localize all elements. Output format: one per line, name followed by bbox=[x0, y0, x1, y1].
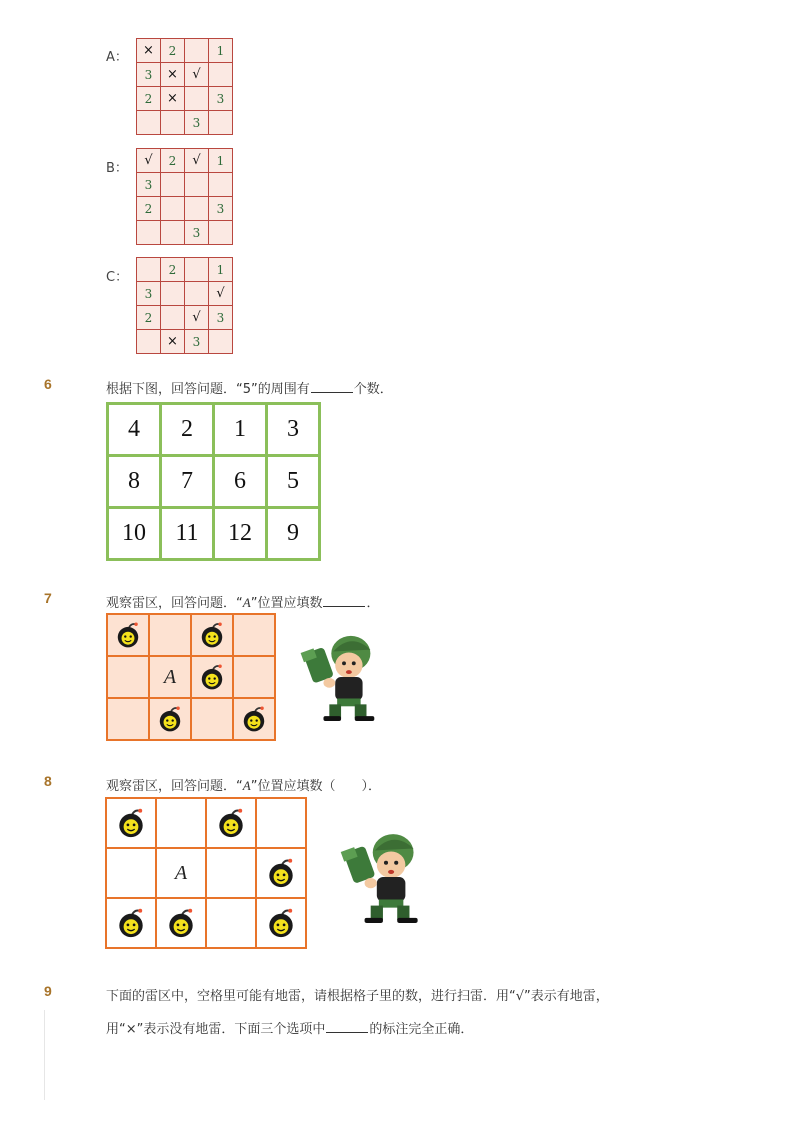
grid-cell bbox=[137, 111, 161, 135]
bomb-icon bbox=[114, 622, 142, 648]
mine-cell bbox=[149, 614, 191, 656]
grid-cell bbox=[185, 282, 209, 306]
minefield-grid-q7 bbox=[106, 613, 276, 741]
mine-cell bbox=[149, 656, 191, 698]
number-cell: 9 bbox=[267, 508, 320, 560]
answer-blank[interactable] bbox=[323, 594, 365, 607]
grid-cell: 1 bbox=[209, 149, 233, 173]
bomb-icon bbox=[198, 622, 226, 648]
number-grid bbox=[106, 402, 321, 561]
grid-cell: × bbox=[161, 87, 185, 111]
mine-cell bbox=[107, 656, 149, 698]
question-text: ． bbox=[366, 596, 380, 611]
grid-cell: 3 bbox=[137, 63, 161, 87]
grid-cell bbox=[209, 221, 233, 245]
grid-cell: 3 bbox=[209, 306, 233, 330]
grid-cell: 3 bbox=[137, 282, 161, 306]
grid-cell: × bbox=[161, 330, 185, 354]
question-text: ”位置应填数 bbox=[250, 596, 323, 611]
option-a-label: A： bbox=[106, 50, 128, 65]
grid-cell bbox=[209, 111, 233, 135]
target-letter: A bbox=[174, 861, 188, 884]
mine-cell bbox=[233, 698, 275, 740]
mine-cell bbox=[256, 798, 306, 848]
grid-cell bbox=[209, 63, 233, 87]
mine-cell bbox=[156, 898, 206, 948]
grid-cell: × bbox=[137, 39, 161, 63]
grid-cell bbox=[185, 258, 209, 282]
target-letter: A bbox=[163, 665, 177, 688]
mine-cell bbox=[156, 798, 206, 848]
question-text: 的标注完全正确． bbox=[369, 1022, 474, 1037]
grid-cell bbox=[137, 221, 161, 245]
mine-cell bbox=[107, 698, 149, 740]
answer-blank[interactable] bbox=[326, 1020, 368, 1033]
bomb-icon bbox=[265, 908, 297, 938]
grid-cell: × bbox=[161, 63, 185, 87]
number-cell: 5 bbox=[267, 456, 320, 508]
minefield-grid-q8 bbox=[105, 797, 307, 949]
question-6-number: 6 bbox=[44, 376, 52, 392]
number-cell: 4 bbox=[108, 404, 161, 456]
mine-cell bbox=[206, 898, 256, 948]
grid-cell bbox=[209, 173, 233, 197]
bomb-icon bbox=[215, 808, 247, 838]
number-cell: 8 bbox=[108, 456, 161, 508]
bomb-icon bbox=[115, 908, 147, 938]
question-text: 根据下图，回答问题．“5”的周围有 bbox=[106, 382, 310, 397]
grid-cell bbox=[209, 330, 233, 354]
question-8-text bbox=[106, 775, 381, 794]
grid-cell: 1 bbox=[209, 258, 233, 282]
letter-a: A bbox=[242, 778, 251, 793]
grid-cell bbox=[137, 258, 161, 282]
bomb-icon bbox=[115, 808, 147, 838]
grid-cell: 2 bbox=[161, 39, 185, 63]
mine-cell bbox=[256, 898, 306, 948]
margin-rule bbox=[44, 1010, 45, 1100]
number-cell: 6 bbox=[214, 456, 267, 508]
question-9-line2 bbox=[106, 1018, 473, 1037]
mine-cell bbox=[206, 798, 256, 848]
grid-cell bbox=[185, 87, 209, 111]
number-cell: 1 bbox=[214, 404, 267, 456]
number-cell: 11 bbox=[161, 508, 214, 560]
number-cell: 2 bbox=[161, 404, 214, 456]
mine-cell bbox=[156, 848, 206, 898]
mine-cell bbox=[106, 898, 156, 948]
grid-cell: √ bbox=[185, 149, 209, 173]
minesweeper-soldier-icon bbox=[340, 826, 432, 926]
mine-cell bbox=[206, 848, 256, 898]
grid-cell: 3 bbox=[185, 221, 209, 245]
grid-cell: 1 bbox=[209, 39, 233, 63]
grid-cell bbox=[161, 173, 185, 197]
question-8-number: 8 bbox=[44, 773, 52, 789]
grid-cell: 3 bbox=[209, 87, 233, 111]
question-text: 观察雷区，回答问题．“ bbox=[106, 596, 243, 611]
bomb-icon bbox=[240, 706, 268, 732]
question-text: 观察雷区，回答问题．“ bbox=[106, 779, 243, 794]
mine-cell bbox=[191, 614, 233, 656]
mine-cell bbox=[107, 614, 149, 656]
answer-blank[interactable] bbox=[311, 380, 353, 393]
question-text: 用“×”表示没有地雷．下面三个选项中 bbox=[106, 1022, 326, 1037]
grid-cell bbox=[161, 306, 185, 330]
question-9-number: 9 bbox=[44, 983, 52, 999]
grid-cell: 2 bbox=[137, 197, 161, 221]
option-c-label: C： bbox=[106, 270, 129, 285]
mine-cell bbox=[149, 698, 191, 740]
mine-cell bbox=[191, 698, 233, 740]
bomb-icon bbox=[198, 664, 226, 690]
grid-cell: √ bbox=[185, 63, 209, 87]
grid-cell: 3 bbox=[185, 330, 209, 354]
grid-cell: 3 bbox=[209, 197, 233, 221]
grid-cell: 3 bbox=[185, 111, 209, 135]
grid-cell bbox=[161, 197, 185, 221]
grid-cell: √ bbox=[137, 149, 161, 173]
mine-cell bbox=[191, 656, 233, 698]
grid-cell: 2 bbox=[161, 149, 185, 173]
question-text: 个数． bbox=[353, 382, 393, 397]
grid-cell bbox=[185, 39, 209, 63]
option-b-grid bbox=[136, 148, 233, 245]
mine-cell bbox=[233, 656, 275, 698]
grid-cell bbox=[161, 221, 185, 245]
bomb-icon bbox=[156, 706, 184, 732]
grid-cell bbox=[185, 197, 209, 221]
grid-cell bbox=[137, 330, 161, 354]
mine-cell bbox=[256, 848, 306, 898]
number-cell: 3 bbox=[267, 404, 320, 456]
question-7-number: 7 bbox=[44, 590, 52, 606]
mine-cell bbox=[233, 614, 275, 656]
mine-cell bbox=[106, 848, 156, 898]
number-cell: 12 bbox=[214, 508, 267, 560]
question-9-line1: 下面的雷区中，空格里可能有地雷，请根据格子里的数，进行扫雷．用“√”表示有地雷， bbox=[106, 989, 609, 1004]
bomb-icon bbox=[265, 858, 297, 888]
question-7-text bbox=[106, 592, 379, 611]
grid-cell: 2 bbox=[137, 87, 161, 111]
mine-cell bbox=[106, 798, 156, 848]
grid-cell: √ bbox=[185, 306, 209, 330]
grid-cell: 2 bbox=[137, 306, 161, 330]
grid-cell bbox=[185, 173, 209, 197]
option-c-grid bbox=[136, 257, 233, 354]
grid-cell: √ bbox=[209, 282, 233, 306]
letter-a: A bbox=[242, 595, 251, 610]
number-cell: 7 bbox=[161, 456, 214, 508]
option-b-label: B： bbox=[106, 161, 128, 176]
option-a-grid bbox=[136, 38, 233, 135]
question-text: ”位置应填数（ ）． bbox=[250, 779, 381, 794]
grid-cell bbox=[161, 111, 185, 135]
question-6-text bbox=[106, 378, 393, 397]
grid-cell: 3 bbox=[137, 173, 161, 197]
number-cell: 10 bbox=[108, 508, 161, 560]
grid-cell: 2 bbox=[161, 258, 185, 282]
grid-cell bbox=[161, 282, 185, 306]
minesweeper-soldier-icon bbox=[300, 628, 388, 724]
bomb-icon bbox=[165, 908, 197, 938]
